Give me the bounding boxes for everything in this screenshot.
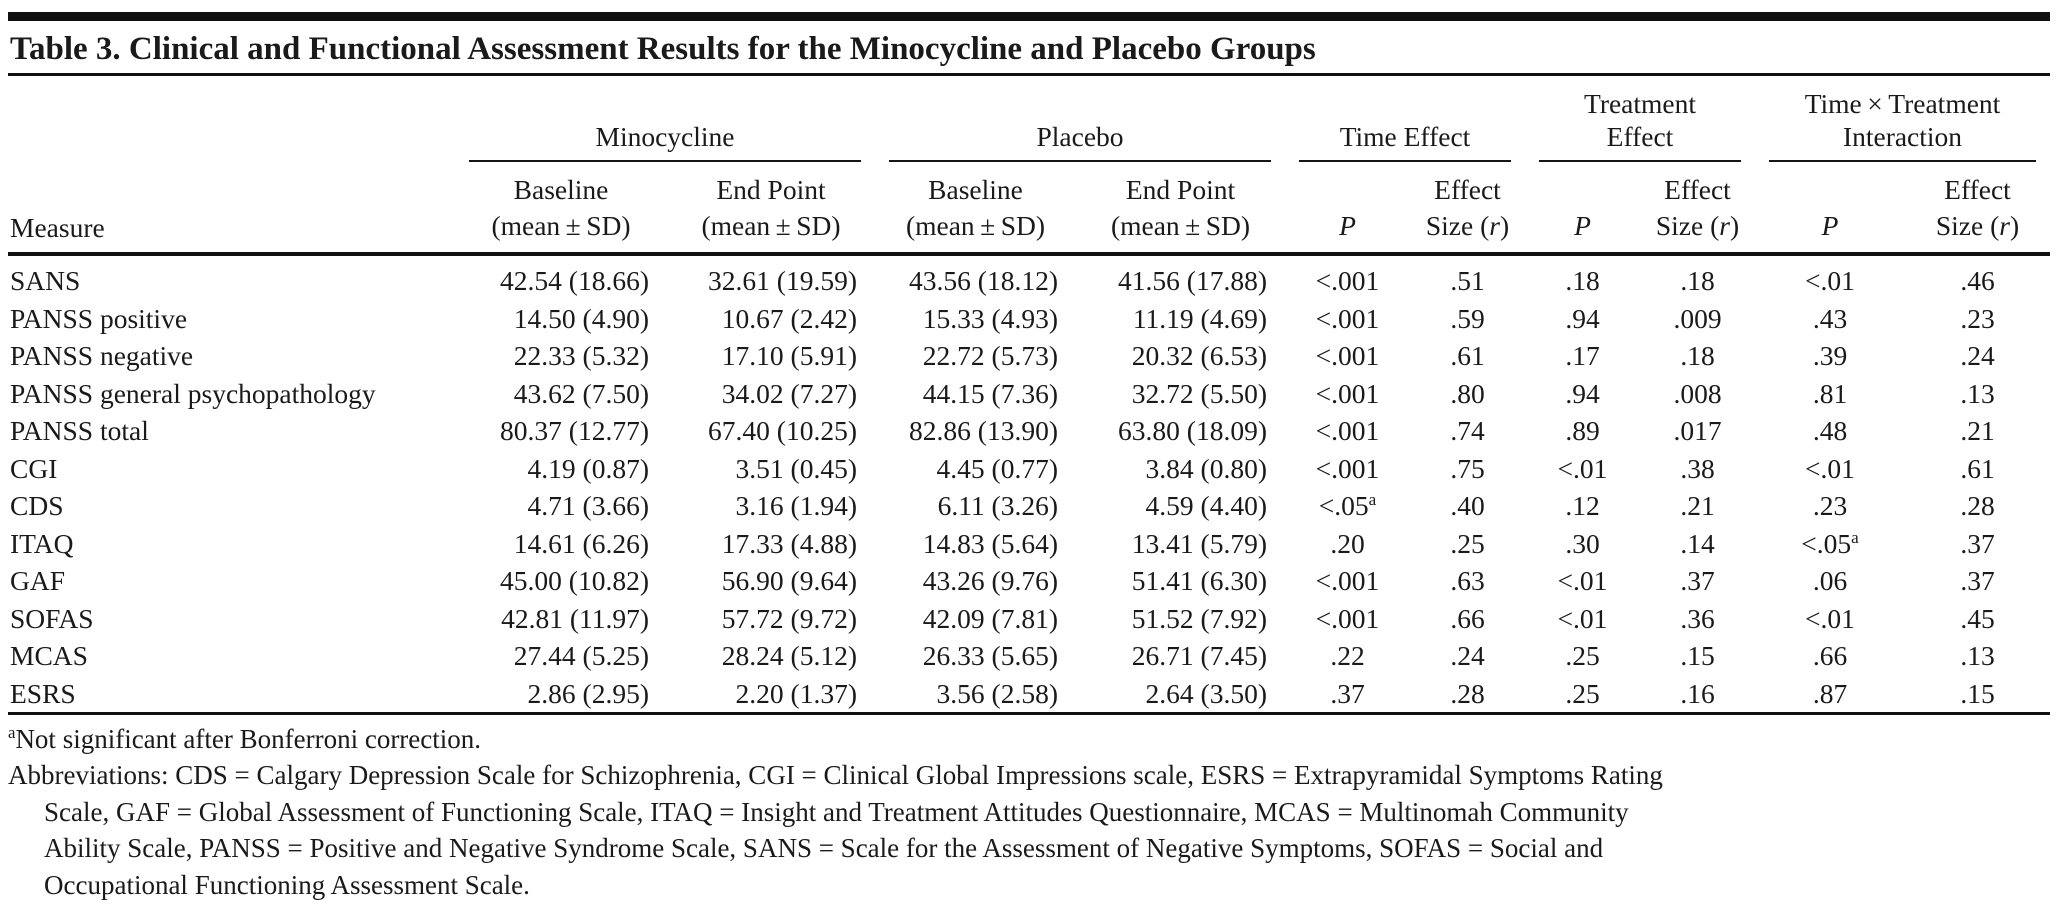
value-cell: .21 — [1960, 415, 1995, 446]
value-cell: .37 — [1960, 527, 1995, 559]
value-cell: <.001 — [1315, 302, 1380, 334]
minocycline-endpoint-header: End Point (mean ± SD) — [701, 174, 841, 241]
value-cell: 67.40 (10.25) — [708, 415, 857, 446]
value-cell: 43.26 (9.76) — [922, 565, 1058, 596]
value-cell: .28 — [1960, 490, 1995, 521]
value-cell: 44.15 (7.36) — [922, 377, 1058, 409]
value-cell: 32.72 (5.50) — [1131, 377, 1267, 409]
value-cell: 14.61 (6.26) — [513, 527, 649, 559]
value-cell: <.01 — [1805, 452, 1855, 484]
value-cell: .81 — [1812, 377, 1848, 409]
measure-cell: MCAS — [10, 640, 88, 671]
measure-cell: CGI — [10, 452, 58, 484]
column-group-placebo: Placebo — [875, 76, 1285, 162]
value-cell: <.001 — [1315, 602, 1380, 634]
value-cell: .87 — [1812, 677, 1848, 709]
value-cell: .017 — [1673, 415, 1722, 446]
value-cell: .66 — [1812, 640, 1848, 671]
value-cell: .23 — [1960, 302, 1995, 334]
value-cell: 2.86 (2.95) — [527, 677, 649, 709]
value-cell: 56.90 (9.64) — [721, 565, 857, 596]
table-row — [8, 487, 2050, 525]
measure-cell: ITAQ — [10, 527, 74, 559]
measure-cell: PANSS positive — [10, 302, 188, 334]
value-cell: .37 — [1960, 565, 1995, 596]
value-cell: .63 — [1450, 565, 1485, 596]
value-cell: <.05$^a$ — [1801, 527, 1859, 559]
minocycline-baseline-header: Baseline (mean ± SD) — [491, 174, 631, 241]
table-row — [8, 675, 2050, 714]
value-cell: .43 — [1812, 302, 1848, 334]
value-cell: .45 — [1960, 602, 1995, 634]
value-cell: .94 — [1565, 302, 1600, 334]
value-cell: 63.80 (18.09) — [1118, 415, 1267, 446]
value-cell: 80.37 (12.77) — [500, 415, 649, 446]
significance-footnote: $^a$Not significant after Bonferroni correction. — [8, 723, 482, 754]
value-cell: 3.16 (1.94) — [735, 490, 857, 521]
placebo-endpoint-header: End Point (mean ± SD) — [1110, 174, 1251, 241]
value-cell: 82.86 (13.90) — [909, 415, 1058, 446]
table-footnotes — [8, 721, 2050, 903]
table-row — [8, 450, 2050, 488]
value-cell: .38 — [1680, 452, 1715, 484]
value-cell: .21 — [1680, 490, 1715, 521]
value-cell: 26.33 (5.65) — [922, 640, 1058, 671]
value-cell: .06 — [1812, 565, 1848, 596]
value-cell: .48 — [1812, 415, 1848, 446]
value-cell: .59 — [1450, 302, 1485, 334]
value-cell: 3.51 (0.45) — [735, 452, 857, 484]
value-cell: 14.50 (4.90) — [513, 302, 649, 334]
table-row — [8, 412, 2050, 450]
value-cell: .12 — [1565, 490, 1600, 521]
value-cell: 11.19 (4.69) — [1132, 302, 1267, 334]
value-cell: .61 — [1960, 452, 1995, 484]
value-cell: <.05$^a$ — [1318, 489, 1377, 521]
measure-cell: PANSS total — [10, 415, 149, 446]
value-cell: .39 — [1812, 340, 1848, 371]
treatment-effect-size-header: Effect Size (r) — [1655, 174, 1740, 241]
value-cell: .46 — [1960, 265, 1995, 296]
value-cell: 26.71 (7.45) — [1131, 640, 1267, 671]
value-cell: .16 — [1680, 677, 1715, 709]
table-row — [8, 562, 2050, 600]
table-row — [8, 637, 2050, 675]
value-cell: 6.11 (3.26) — [937, 490, 1058, 521]
results-table — [8, 76, 2050, 715]
value-cell: 22.72 (5.73) — [922, 340, 1058, 371]
measure-cell: SANS — [10, 265, 81, 296]
value-cell: .25 — [1565, 677, 1600, 709]
value-cell: 51.41 (6.30) — [1131, 565, 1267, 596]
table-title: Table 3. Clinical and Functional Assessment Results for the Minocycline and Placebo Groups — [10, 31, 1316, 67]
table-row — [8, 337, 2050, 375]
value-cell: 51.52 (7.92) — [1131, 602, 1267, 634]
measure-cell: PANSS negative — [10, 340, 194, 371]
value-cell: .23 — [1812, 490, 1848, 521]
value-cell: .51 — [1450, 265, 1485, 296]
abbreviations-line: Ability Scale, PANSS = Positive and Negative Syndrome Scale, SANS = Scale for the Assessment of Negative Symptoms, SOFAS = Social and — [44, 833, 1604, 863]
value-cell: .66 — [1450, 602, 1485, 634]
table-row — [8, 375, 2050, 413]
value-cell: .36 — [1680, 602, 1715, 634]
value-cell: 13.41 (5.79) — [1131, 527, 1267, 559]
value-cell: .25 — [1450, 527, 1485, 559]
value-cell: .61 — [1450, 340, 1485, 371]
placebo-baseline-header: Baseline (mean ± SD) — [905, 174, 1046, 241]
value-cell: .40 — [1450, 490, 1485, 521]
value-cell: <.001 — [1315, 452, 1380, 484]
value-cell: .37 — [1680, 565, 1715, 596]
time-p-header: P — [1339, 210, 1356, 241]
value-cell: .75 — [1450, 452, 1485, 484]
value-cell: .15 — [1680, 640, 1715, 671]
table-row — [8, 300, 2050, 338]
value-cell: .13 — [1960, 377, 1995, 409]
measure-cell: PANSS general psychopathology — [10, 377, 376, 409]
measure-column-header: Measure — [10, 212, 105, 243]
value-cell: .18 — [1680, 265, 1715, 296]
value-cell: <.001 — [1315, 565, 1380, 596]
abbreviations-line: Scale, GAF = Global Assessment of Functioning Scale, ITAQ = Insight and Treatment Attitudes Questionnaire, MCAS = Multinomah Community — [44, 796, 1629, 827]
measure-cell: GAF — [10, 565, 66, 596]
value-cell: <.001 — [1315, 377, 1380, 409]
column-group-time-effect: Time Effect — [1285, 76, 1525, 162]
value-cell: .74 — [1450, 415, 1485, 446]
value-cell: 15.33 (4.93) — [922, 302, 1058, 334]
value-cell: 22.33 (5.32) — [513, 340, 649, 371]
measure-cell: CDS — [10, 490, 64, 521]
value-cell: 4.19 (0.87) — [527, 452, 649, 484]
value-cell: <.01 — [1557, 565, 1608, 596]
value-cell: .25 — [1565, 640, 1600, 671]
value-cell: 3.56 (2.58) — [936, 677, 1058, 709]
value-cell: .18 — [1565, 265, 1600, 296]
value-cell: .89 — [1565, 415, 1600, 446]
abbreviations-line: Abbreviations: CDS = Calgary Depression Scale for Schizophrenia, CGI = Clinical Global Impressions scale, ESRS = Extrapyramidal Symptoms Rating — [8, 760, 1663, 790]
value-cell: .24 — [1450, 640, 1485, 671]
table-body — [8, 254, 2050, 714]
value-cell: .18 — [1680, 340, 1715, 371]
table-row — [8, 525, 2050, 563]
value-cell: .15 — [1960, 677, 1995, 709]
value-cell: 41.56 (17.88) — [1118, 265, 1267, 296]
value-cell: <.01 — [1557, 452, 1608, 484]
value-cell: .13 — [1960, 640, 1995, 671]
value-cell: <.01 — [1557, 602, 1608, 634]
value-cell: 3.84 (0.80) — [1145, 452, 1267, 484]
value-cell: 20.32 (6.53) — [1131, 340, 1267, 371]
value-cell: .80 — [1450, 377, 1485, 409]
value-cell: <.001 — [1315, 340, 1380, 371]
measure-cell: ESRS — [10, 677, 76, 709]
value-cell: 57.72 (9.72) — [721, 602, 857, 634]
value-cell: 28.24 (5.12) — [721, 640, 857, 671]
value-cell: 45.00 (10.82) — [500, 565, 649, 596]
value-cell: .24 — [1960, 340, 1995, 371]
value-cell: .37 — [1330, 677, 1365, 709]
value-cell: 17.33 (4.88) — [721, 527, 857, 559]
interaction-effect-size-header: Effect Size (r) — [1935, 174, 2020, 241]
column-group-interaction: Time × Treatment Interaction — [1755, 76, 2050, 162]
value-cell: .30 — [1565, 527, 1600, 559]
value-cell: <.001 — [1315, 265, 1380, 296]
value-cell: 10.67 (2.42) — [721, 302, 857, 334]
value-cell: 34.02 (7.27) — [721, 377, 857, 409]
interaction-p-header: P — [1821, 210, 1839, 241]
value-cell: 4.45 (0.77) — [936, 452, 1058, 484]
value-cell: 42.81 (11.97) — [501, 602, 649, 634]
value-cell: 27.44 (5.25) — [513, 640, 649, 671]
table-row — [8, 600, 2050, 638]
time-effect-size-header: Effect Size (r) — [1425, 174, 1510, 241]
value-cell: <.01 — [1805, 602, 1855, 634]
value-cell: 32.61 (19.59) — [708, 265, 857, 296]
value-cell: .17 — [1565, 340, 1600, 371]
value-cell: 2.20 (1.37) — [735, 677, 857, 709]
value-cell: 17.10 (5.91) — [721, 340, 857, 371]
measure-cell: SOFAS — [10, 602, 94, 634]
value-cell: <.01 — [1805, 265, 1855, 296]
value-cell: 43.62 (7.50) — [513, 377, 649, 409]
column-group-minocycline: Minocycline — [455, 76, 875, 162]
group-header-row — [8, 76, 2050, 162]
value-cell: .94 — [1565, 377, 1600, 409]
top-rule — [8, 12, 2050, 21]
value-cell: .22 — [1330, 640, 1365, 671]
value-cell: .20 — [1330, 527, 1365, 559]
value-cell: 42.54 (18.66) — [500, 265, 649, 296]
value-cell: .008 — [1673, 377, 1722, 409]
value-cell: 42.09 (7.81) — [922, 602, 1058, 634]
table-row — [8, 254, 2050, 300]
value-cell: .14 — [1680, 527, 1715, 559]
table-header — [8, 76, 2050, 254]
value-cell: 43.56 (18.12) — [909, 265, 1058, 296]
column-group-treatment-effect: Treatment Effect — [1525, 76, 1755, 162]
abbreviations-line: Occupational Functioning Assessment Scale. — [44, 869, 530, 900]
treatment-p-header: P — [1574, 210, 1591, 241]
value-cell: 14.83 (5.64) — [922, 527, 1058, 559]
value-cell: .009 — [1673, 302, 1722, 334]
value-cell: <.001 — [1315, 415, 1380, 446]
value-cell: .28 — [1450, 677, 1485, 709]
value-cell: 4.71 (3.66) — [527, 490, 649, 521]
value-cell: 4.59 (4.40) — [1145, 490, 1267, 521]
value-cell: 2.64 (3.50) — [1145, 677, 1267, 709]
